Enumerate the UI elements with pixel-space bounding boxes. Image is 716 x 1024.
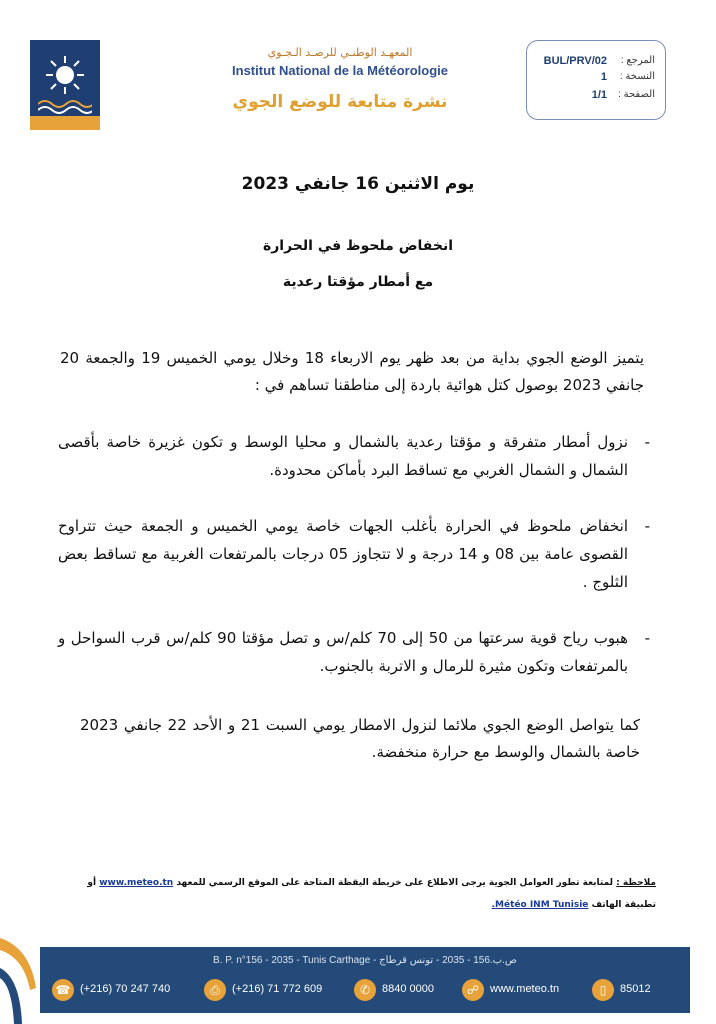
ref-row bbox=[535, 71, 655, 86]
decorative-corner bbox=[0, 928, 40, 1024]
bullet-dash: - bbox=[644, 517, 650, 535]
ref-row bbox=[535, 89, 655, 104]
ref-row bbox=[535, 55, 655, 70]
copy-label: النسخة : bbox=[619, 71, 655, 82]
footer-bar bbox=[40, 947, 690, 1013]
headline-line-1: انخفاض ملحوظ في الحرارة bbox=[262, 238, 454, 254]
footer-address: B. P. n°156 - 2035 - Tunis Carthage - ص.ب.156 - 2035 - تونس قرطاج bbox=[213, 955, 517, 966]
headline-line-2: مع أمطار مؤقتا رعدية bbox=[282, 274, 434, 290]
bullet-item bbox=[58, 624, 650, 680]
phone-number: (+216) 70 247 740 bbox=[80, 983, 171, 995]
bullet-text: هبوب رياح قوية سرعتها من 50 إلى 70 كلم/س و تصل مؤقتا 90 كلم/س قرب السواحل و بالمرتفعات وتكون مثيرة للرمال و الاتربة بالجنوب. bbox=[58, 629, 628, 675]
reference-box bbox=[526, 40, 666, 120]
intro-paragraph: يتميز الوضع الجوي بداية من بعد ظهر يوم الاربعاء 18 وخلال يومي الخميس 19 والجمعة 20 جانفي 2023 بوصول كتل هوائية باردة إلى مناطقنا تساهم في : bbox=[60, 349, 645, 394]
note-label: ملاحظة : bbox=[616, 878, 656, 888]
website-link[interactable]: www.meteo.tn bbox=[99, 878, 174, 888]
bullet-dash: - bbox=[644, 433, 650, 451]
globe-icon: ☍ bbox=[462, 979, 484, 1001]
outlook-paragraph: كما يتواصل الوضع الجوي ملائما لنزول الامطار يومي السبت 21 و الأحد 22 جانفي 2023 خاصة بالشمال والوسط مع حرارة منخفضة. bbox=[80, 716, 640, 761]
bulletin-title: نشرة متابعة للوضع الجوي bbox=[232, 92, 448, 112]
note-text: لمتابعة تطور العوامل الجوية يرجى الاطلاع على خريطة اليقظة المتاحة على الموقع الرسمي للمعهد bbox=[176, 878, 613, 888]
headset-icon: ✆ bbox=[354, 979, 376, 1001]
footer-contacts bbox=[48, 979, 688, 1003]
institute-name-ar: المعهـد الوطنـي للرصـد الـجـوي bbox=[267, 46, 413, 59]
page-label: الصفحة : bbox=[618, 89, 655, 100]
bullet-text: انخفاض ملحوظ في الحرارة بأغلب الجهات خاصة يومي الخميس و الجمعة حيث تتراوح القصوى عامة بين 08 و 14 درجة و لا تتجاوز 05 درجات بالمرتفعات الغربية مع تساقط بعض الثلوج . bbox=[58, 517, 628, 591]
fax-number: (+216) 71 772 609 bbox=[232, 983, 323, 995]
mobile-icon: ▯ bbox=[592, 979, 614, 1001]
app-text: تطبيقة الهاتف bbox=[591, 900, 656, 910]
fax-icon: ⎙ bbox=[204, 979, 226, 1001]
ref-value: BUL/PRV/02 bbox=[543, 55, 607, 67]
inm-logo-waves-icon bbox=[38, 98, 92, 114]
note bbox=[56, 872, 656, 916]
logo-band bbox=[30, 116, 100, 130]
page-value: 1/1 bbox=[591, 89, 607, 101]
copy-value: 1 bbox=[600, 71, 607, 83]
bullet-item bbox=[58, 428, 650, 484]
inm-logo-sun-icon bbox=[44, 54, 86, 96]
app-link[interactable]: Météo INM Tunisie. bbox=[491, 900, 589, 910]
ref-label: المرجع : bbox=[620, 55, 655, 66]
bullet-text: نزول أمطار متفرقة و مؤقتا رعدية بالشمال و محليا الوسط و تكون غزيرة خاصة بأقصى الشمال و الشمال الغربي مع تساقط البرد بأماكن محدودة. bbox=[58, 433, 628, 479]
sms-number: 85012 bbox=[620, 983, 651, 995]
footer-website[interactable]: www.meteo.tn bbox=[490, 983, 560, 995]
inm-logo bbox=[30, 40, 100, 130]
phone-icon: ☎ bbox=[52, 979, 74, 1001]
bullet-dash: - bbox=[644, 629, 650, 647]
institute-name-fr: Institut National de la Météorologie bbox=[232, 63, 448, 78]
bulletin-date: يوم الاثنين 16 جانفي 2023 bbox=[241, 174, 475, 194]
note-or: أو bbox=[87, 878, 97, 888]
hotline-number: 8840 0000 bbox=[382, 983, 434, 995]
bullet-item bbox=[58, 512, 650, 596]
